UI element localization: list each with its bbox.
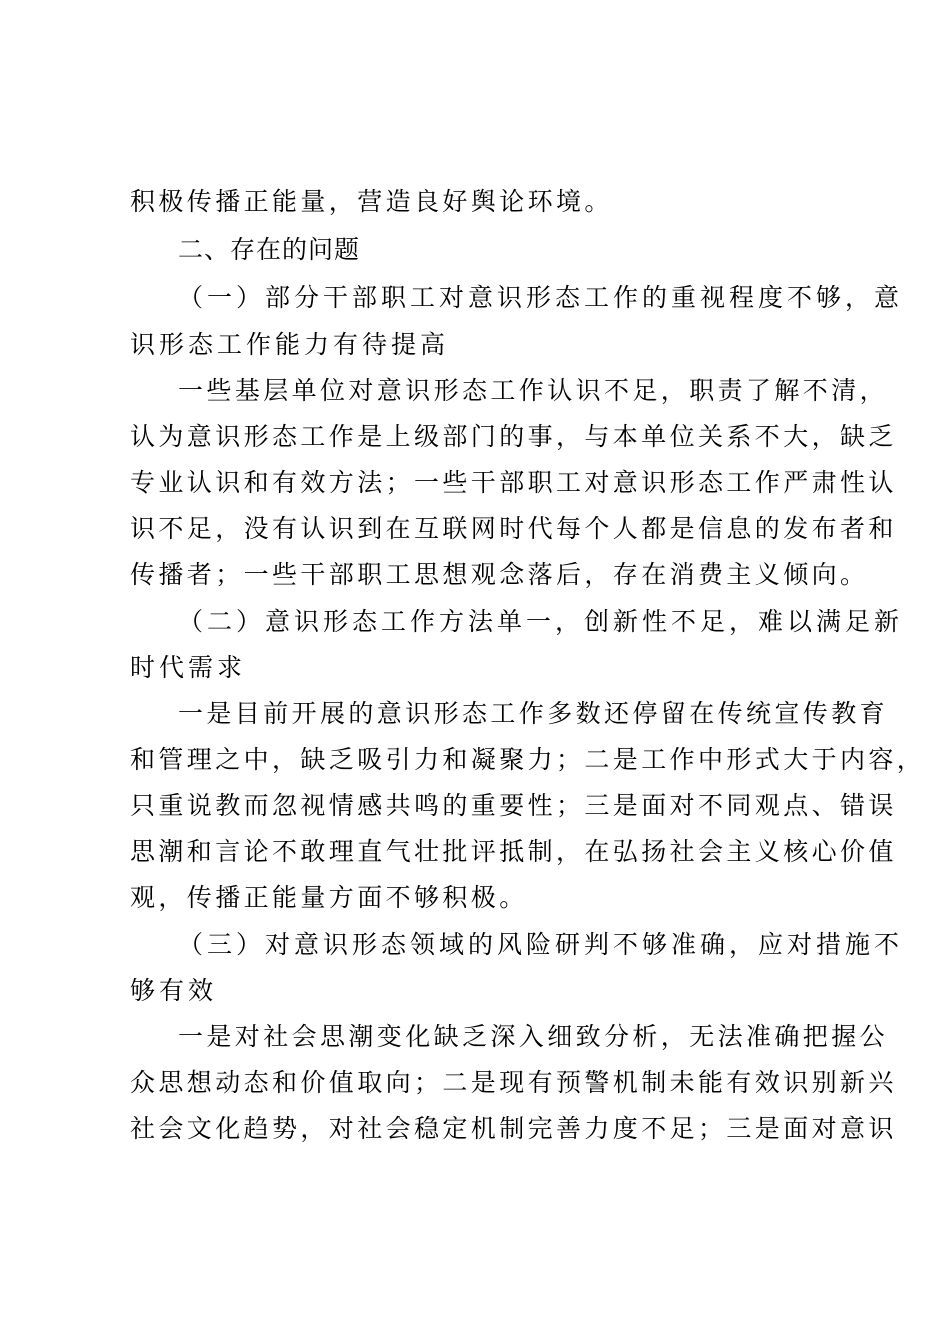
paragraph-line: 传播者；一些干部职工思想观念落后，存在消费主义倾向。 — [130, 560, 869, 589]
subsection-heading: （三）对意识形态领域的风险研判不够准确，应对措施不 — [178, 930, 904, 959]
subsection-heading: （二）意识形态工作方法单一，创新性不足，难以满足新 — [178, 607, 904, 636]
paragraph-line: 一是对社会思潮变化缺乏深入细致分析，无法准确把握公 — [178, 1022, 889, 1051]
paragraph-line: 认为意识形态工作是上级部门的事，与本单位关系不大，缺乏 — [130, 422, 897, 451]
subsection-heading: 够有效 — [130, 976, 218, 1005]
paragraph-line: 一些基层单位对意识形态工作认识不足，职责了解不清， — [178, 376, 889, 405]
paragraph-line: 积极传播正能量，营造良好舆论环境。 — [130, 187, 613, 216]
paragraph-line: 识不足，没有认识到在互联网时代每个人都是信息的发布者和 — [130, 514, 897, 543]
paragraph-line: 众思想动态和价值取向；二是现有预警机制未能有效识别新兴 — [130, 1068, 897, 1097]
paragraph-line: 思潮和言论不敢理直气壮批评抵制，在弘扬社会主义核心价值 — [130, 837, 897, 866]
paragraph-line: 和管理之中，缺乏吸引力和凝聚力；二是工作中形式大于内容， — [130, 745, 926, 774]
subsection-heading: 识形态工作能力有待提高 — [130, 330, 450, 359]
subsection-heading: （一）部分干部职工对意识形态工作的重视程度不够，意 — [178, 283, 904, 312]
paragraph-line: 只重说教而忽视情感共鸣的重要性；三是面对不同观点、错误 — [130, 791, 897, 820]
paragraph-line: 社会文化趋势，对社会稳定机制完善力度不足；三是面对意识 — [130, 1114, 897, 1143]
paragraph-line: 一是目前开展的意识形态工作多数还停留在传统宣传教育 — [178, 699, 889, 728]
paragraph-line: 观，传播正能量方面不够积极。 — [130, 883, 528, 912]
subsection-heading: 时代需求 — [130, 653, 247, 682]
paragraph-line: 专业认识和有效方法；一些干部职工对意识形态工作严肃性认 — [130, 468, 897, 497]
section-heading: 二、存在的问题 — [178, 235, 361, 264]
